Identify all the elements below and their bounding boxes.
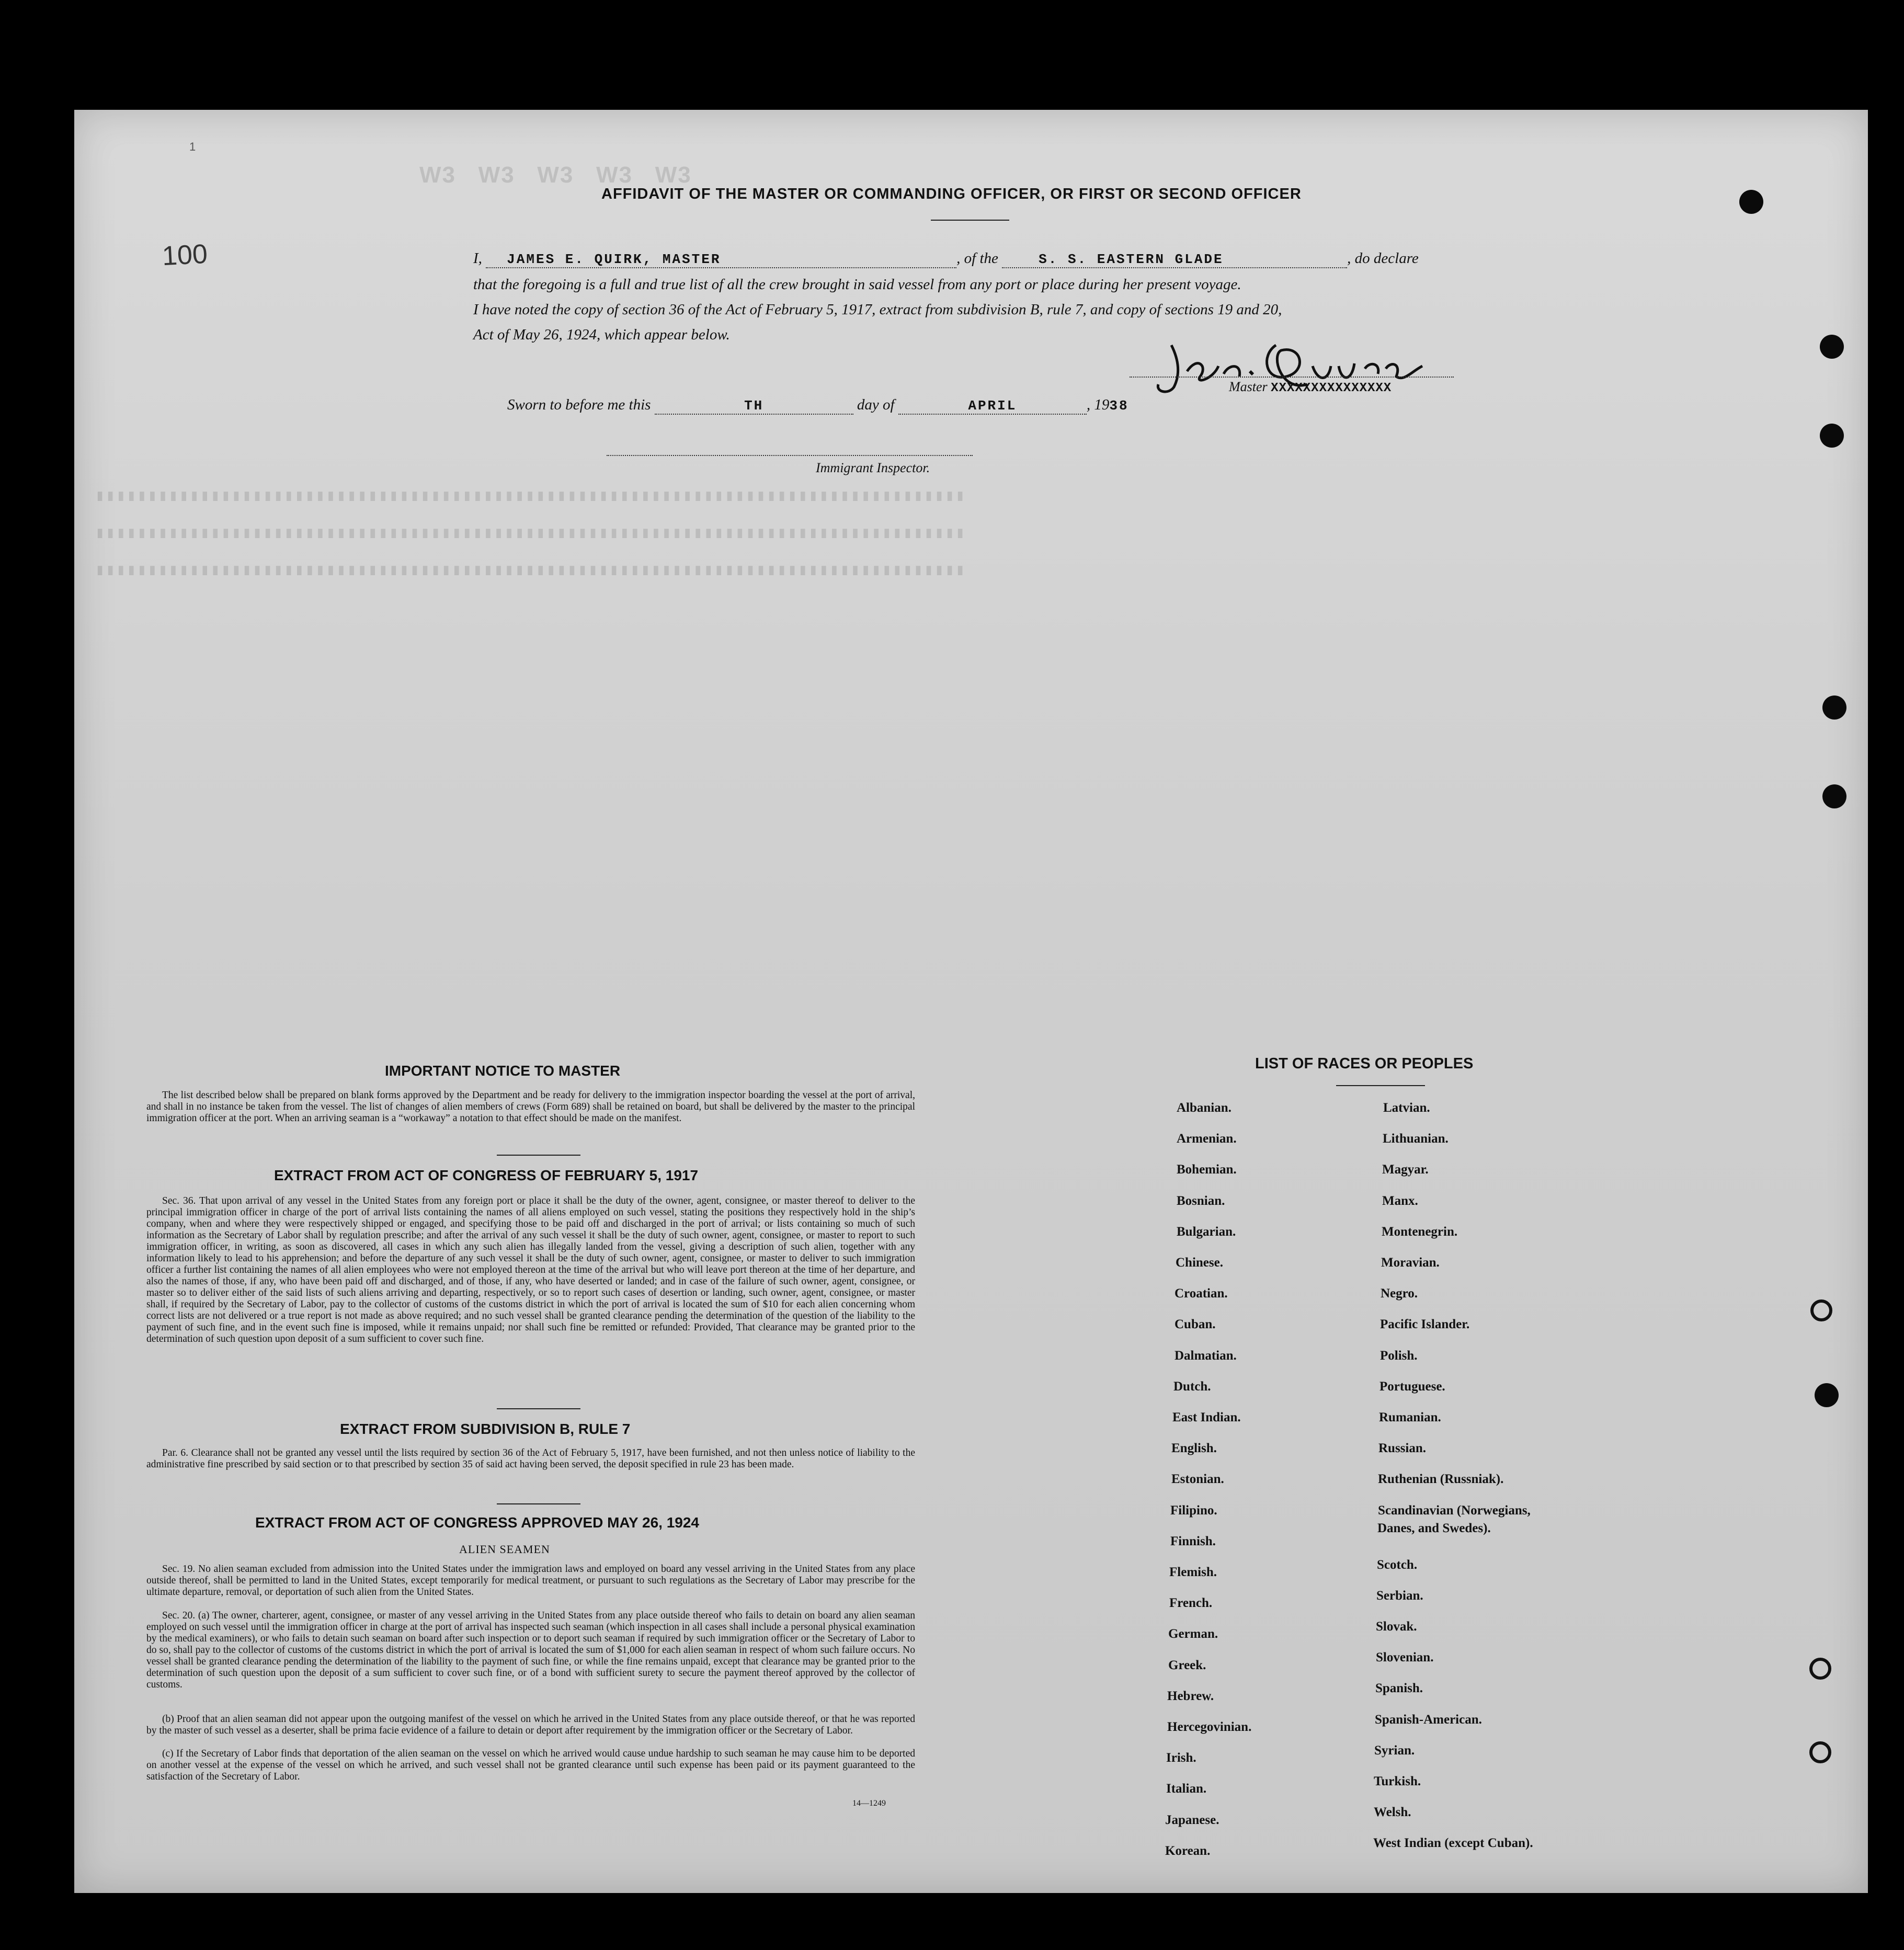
of-the-label: , of the: [956, 250, 998, 267]
declare-label: , do declare: [1347, 250, 1419, 267]
punch-hole: [1822, 784, 1846, 808]
act-1924-subtitle: ALIEN SEAMEN: [459, 1543, 550, 1556]
affidavit-line-4: Act of May 26, 1924, which appear below.: [473, 326, 730, 343]
divider: [931, 220, 1009, 221]
race-item: East Indian.: [1172, 1410, 1241, 1424]
punch-hole: [1820, 335, 1844, 359]
inspector-signature-line: [607, 455, 973, 456]
affidavit-title: AFFIDAVIT OF THE MASTER OR COMMANDING OFFICER, OR FIRST OR SECOND OFFICER: [601, 186, 1302, 202]
race-item: Slovenian.: [1376, 1650, 1434, 1665]
races-title: LIST OF RACES OR PEOPLES: [1255, 1055, 1474, 1072]
race-item: Magyar.: [1382, 1162, 1429, 1177]
sworn-day-field: [655, 396, 853, 415]
pronoun: I,: [473, 250, 482, 267]
race-item: Russian.: [1378, 1441, 1427, 1456]
act-1924-sec19: Sec. 19. No alien seaman excluded from admission into the United States under the immigration laws and employed on board any vessel arriving in the United States from any place outside thereof, shall be permitted to land in the United States, except temporarily for medical treatment, or pursuant to such regulations as the Secretary of Labor may prescribe for the ultimate departure, removal, or deportation of such alien from the United States.: [146, 1564, 915, 1598]
race-item: Dalmatian.: [1175, 1348, 1237, 1363]
act-1917-text: Sec. 36. That upon arrival of any vessel in the United States from any foreign port or place it shall be the duty of the owner, agent, consignee, or master thereof to deliver to the principal immigration officer in charge of the port of arrival lists containing the names of all aliens employed on such vessel, stating the positions they respectively hold in the ship’s company, when and where they were respectively shipped or engaged, and specifying those to be paid off and discharged in the port of arrival; or lists containing so much of such information as the Secretary of Labor shall by regulation prescribe; and after the arrival of any such vessel it shall be the duty of such owner, agent, consignee, or master to report to such immigration officer, in writing, as soon as discovered, all cases in which any such alien has illegally landed from the vessel, giving a description of such alien, together with any information likely to lead to his apprehension; and before the departure of any such vessel it shall be the duty of such owner, agent, consignee, or master to deliver to such immigration officer a further list containing the names of all alien employees who were not employed thereon at the time of the arrival but who will leave port thereon at the time of her departure, and also the names of those, if any, who have been paid off and discharged, and of those, if any, who have deserted or landed; and in case of the failure of such owner, agent, consignee, or master so to deliver either of the said lists of such aliens arriving and departing, respectively, or so to report such cases of desertion or landing, such owner, agent, consignee, or master shall, if required by the Secretary of Labor, pay to the collector of customs of the customs district in which the port of arrival is located the sum of $10 for each alien concerning whom correct lists are not delivered or a true report is not made as above required; and no such vessel shall be granted clearance pending the determination of the question of the liability to the payment of such fine, and in the event such fine is imposed, while it remains unpaid; nor shall such fine be remitted or refunded: Provided, That clearance may be granted prior to the determination of such question upon deposit of a sum sufficient to cover such fine.: [146, 1195, 915, 1344]
tiny-mark: 1: [189, 140, 196, 153]
race-item: Spanish-American.: [1375, 1712, 1482, 1727]
race-item: Syrian.: [1374, 1743, 1415, 1758]
race-item: Japanese.: [1165, 1812, 1219, 1827]
race-item: Dutch.: [1173, 1379, 1211, 1394]
rule-7-text: Par. 6. Clearance shall not be granted any vessel until the lists required by section 36 of the Act of February 5, 1917, have been furnished, and not then unless notice of liability to the administrative fine prescribed by said section or to that prescribed by section 35 of said act having been served, the deposit specified in rule 23 has been made.: [146, 1447, 915, 1470]
punch-hole: [1739, 190, 1763, 214]
punch-hole: [1815, 1383, 1839, 1407]
race-item: Ruthenian (Russniak).: [1378, 1472, 1504, 1487]
act-1924-title: EXTRACT FROM ACT OF CONGRESS APPROVED MAY 26, 1924: [255, 1514, 699, 1531]
race-item: Hercegovinian.: [1167, 1720, 1252, 1734]
affidavit-line-3: I have noted the copy of section 36 of the Act of February 5, 1917, extract from subdivision B, rule 7, and copy of sections 19 and 20,: [473, 301, 1282, 318]
master-name-value: JAMES E. QUIRK, MASTER: [507, 252, 721, 267]
divider: [1336, 1085, 1425, 1086]
race-item: Chinese.: [1176, 1256, 1223, 1270]
divider: [497, 1503, 580, 1504]
act-1917-title: EXTRACT FROM ACT OF CONGRESS OF FEBRUARY 5, 1917: [274, 1167, 699, 1183]
punch-hole: [1822, 695, 1846, 720]
race-item: Italian.: [1166, 1782, 1207, 1796]
vessel-field: [1002, 250, 1347, 268]
punch-hole: [1810, 1299, 1832, 1321]
stamp-number: 100: [161, 238, 209, 272]
punch-hole: [1820, 424, 1844, 448]
act-1924-sec20b: (b) Proof that an alien seaman did not appear upon the outgoing manifest of the vessel on which he arrived in the United States from any place outside thereof, or that he was reported by the master of such vessel as a deserter, shall be prima facie evidence of a failure to detain or deport after requirement by the immigration officer or the Secretary of Labor.: [146, 1714, 915, 1736]
race-item: Scandinavian (Norwegians,: [1378, 1503, 1531, 1518]
sworn-day-value: TH: [744, 398, 764, 414]
punch-hole: [1809, 1658, 1831, 1680]
race-item: Spanish.: [1375, 1681, 1423, 1696]
affidavit-line-2: that the foregoing is a full and true list of all the crew brought in said vessel from any port or place during her present voyage.: [473, 276, 1241, 293]
year-prefix: , 19: [1086, 396, 1110, 413]
act-1924-sec20a: Sec. 20. (a) The owner, charterer, agent, consignee, or master of any vessel arriving in the United States from any place outside thereof who fails to detain on board any alien seaman employed on such vessel until the immigration officer in charge at the port of arrival has inspected such seaman (which inspection in all cases shall include a personal physical examination by the medical examiners), or who fails to detain such seaman on board after such inspection or to deport such seaman if required by such immigration officer or the Secretary of Labor to do so, shall pay to the collector of customs of the customs district in which the port of arrival is located the sum of $1,000 for each alien seaman in respect of whom such failure occurs. No vessel shall be granted clearance pending the determination of the liability to the payment of such fine, or while the fine remains unpaid, except that clearance may be granted prior to the determination of such question upon the deposit of a sum sufficient to cover such fine, or of a bond with sufficient surety to secure the payment thereof approved by the collector of customs.: [146, 1610, 915, 1690]
bleed-through-title: W3 W3 W3 W3 W3: [419, 162, 692, 188]
race-item: Armenian.: [1177, 1132, 1237, 1146]
day-of-label: day of: [857, 396, 895, 413]
inspector-label: Immigrant Inspector.: [816, 460, 930, 475]
sworn-line: [507, 396, 1129, 415]
race-item: Polish.: [1380, 1348, 1418, 1363]
race-item: Turkish.: [1374, 1774, 1421, 1788]
bleed-through-rows: ▮▮▮▮▮▮▮▮▮▮▮▮▮▮▮▮▮▮▮▮▮▮▮▮▮▮▮▮▮▮▮▮▮▮▮▮▮▮▮▮▮▮▮▮▮▮▮▮▮▮▮▮▮▮▮▮▮▮▮▮▮▮▮▮▮▮▮▮▮▮▮▮▮▮▮▮▮▮▮▮▮▮▮ ▮▮▮▮▮▮▮▮▮▮▮▮▮▮▮▮▮▮▮▮▮▮▮▮▮▮▮▮▮▮▮▮▮▮▮▮▮▮▮▮▮▮▮▮▮▮▮▮▮▮▮▮▮▮▮▮▮▮▮▮▮▮▮▮▮▮▮▮▮▮▮▮▮▮▮▮▮▮▮▮▮▮▮ ▮▮▮▮▮▮▮▮▮▮▮▮▮▮▮▮▮▮▮▮▮▮▮▮▮▮▮▮▮▮▮▮▮▮▮▮▮▮▮▮▮▮▮▮▮▮▮▮▮▮▮▮▮▮▮▮▮▮▮▮▮▮▮▮▮▮▮▮▮▮▮▮▮▮▮▮▮▮▮▮▮▮▮: [95, 488, 966, 580]
month-value: APRIL: [968, 398, 1017, 414]
race-item: Serbian.: [1376, 1588, 1423, 1603]
affidavit-line-1: [473, 250, 1419, 268]
divider: [497, 1155, 580, 1156]
race-item: Korean.: [1165, 1843, 1211, 1858]
race-item: Finnish.: [1170, 1534, 1216, 1548]
race-item: Albanian.: [1177, 1101, 1232, 1115]
race-item: English.: [1171, 1441, 1217, 1456]
act-1924-sec20c: (c) If the Secretary of Labor finds that deportation of the alien seaman on the vessel on which he arrived would cause undue hardship to such seaman he may cause him to be deported on another vessel at the expense of the vessel on which he arrived, and such vessel shall not be granted clearance until such expense has been paid or its payment guaranteed to the satisfaction of the Secretary of Labor.: [146, 1748, 915, 1782]
form-code: 14—1249: [852, 1799, 886, 1808]
race-item: Negro.: [1381, 1286, 1418, 1301]
race-item: Pacific Islander.: [1380, 1317, 1470, 1332]
race-item: Filipino.: [1170, 1503, 1217, 1518]
race-item: Irish.: [1166, 1751, 1196, 1765]
race-item: Cuban.: [1175, 1317, 1216, 1332]
race-item: Croatian.: [1175, 1286, 1228, 1301]
race-item: Lithuanian.: [1383, 1132, 1449, 1146]
race-item: Bohemian.: [1177, 1162, 1237, 1177]
month-field: [898, 396, 1087, 415]
race-item: Latvian.: [1383, 1101, 1430, 1115]
master-label: Master: [1229, 379, 1268, 394]
notice-text: The list described below shall be prepared on blank forms approved by the Department and be ready for delivery to the immigration inspector boarding the vessel at the port of arrival, and shall in no instance be taken from the vessel. The list of changes of alien members of crews (Form 689) shall be retained on board, but shall be delivered by the master to the principal immigration officer at the port. When an arriving seaman is a “workaway” a notation to that effect should be made on the manifest.: [146, 1090, 915, 1124]
master-label-row: [1229, 379, 1392, 395]
vessel-value: S. S. EASTERN GLADE: [1039, 252, 1224, 267]
master-struck-text: XXXXXXXXXXXXXXX: [1271, 381, 1392, 395]
race-item: Flemish.: [1169, 1565, 1217, 1579]
race-item: Danes, and Swedes).: [1377, 1521, 1491, 1535]
race-item: Manx.: [1382, 1193, 1418, 1208]
signature-line: [1130, 377, 1454, 378]
race-item: German.: [1168, 1627, 1218, 1641]
race-item: Hebrew.: [1167, 1689, 1214, 1703]
race-item: Rumanian.: [1379, 1410, 1441, 1424]
race-item: Greek.: [1168, 1658, 1206, 1672]
punch-hole: [1809, 1741, 1831, 1763]
divider: [497, 1408, 580, 1409]
race-item: Moravian.: [1381, 1256, 1440, 1270]
race-item: Bulgarian.: [1177, 1224, 1236, 1239]
master-name-field: [486, 250, 956, 268]
race-item: Scotch.: [1377, 1557, 1418, 1572]
race-item: Slovak.: [1376, 1620, 1417, 1634]
race-item: West Indian (except Cuban).: [1373, 1836, 1533, 1851]
rule-7-title: EXTRACT FROM SUBDIVISION B, RULE 7: [340, 1421, 631, 1437]
race-item: Bosnian.: [1177, 1193, 1225, 1208]
race-item: Portuguese.: [1379, 1379, 1445, 1394]
sworn-label: Sworn to before me this: [507, 396, 651, 413]
year-value: 38: [1109, 398, 1129, 414]
notice-title: IMPORTANT NOTICE TO MASTER: [385, 1063, 621, 1079]
race-item: French.: [1169, 1596, 1213, 1611]
race-item: Welsh.: [1374, 1805, 1411, 1820]
race-item: Montenegrin.: [1382, 1224, 1458, 1239]
race-item: Estonian.: [1171, 1472, 1224, 1487]
